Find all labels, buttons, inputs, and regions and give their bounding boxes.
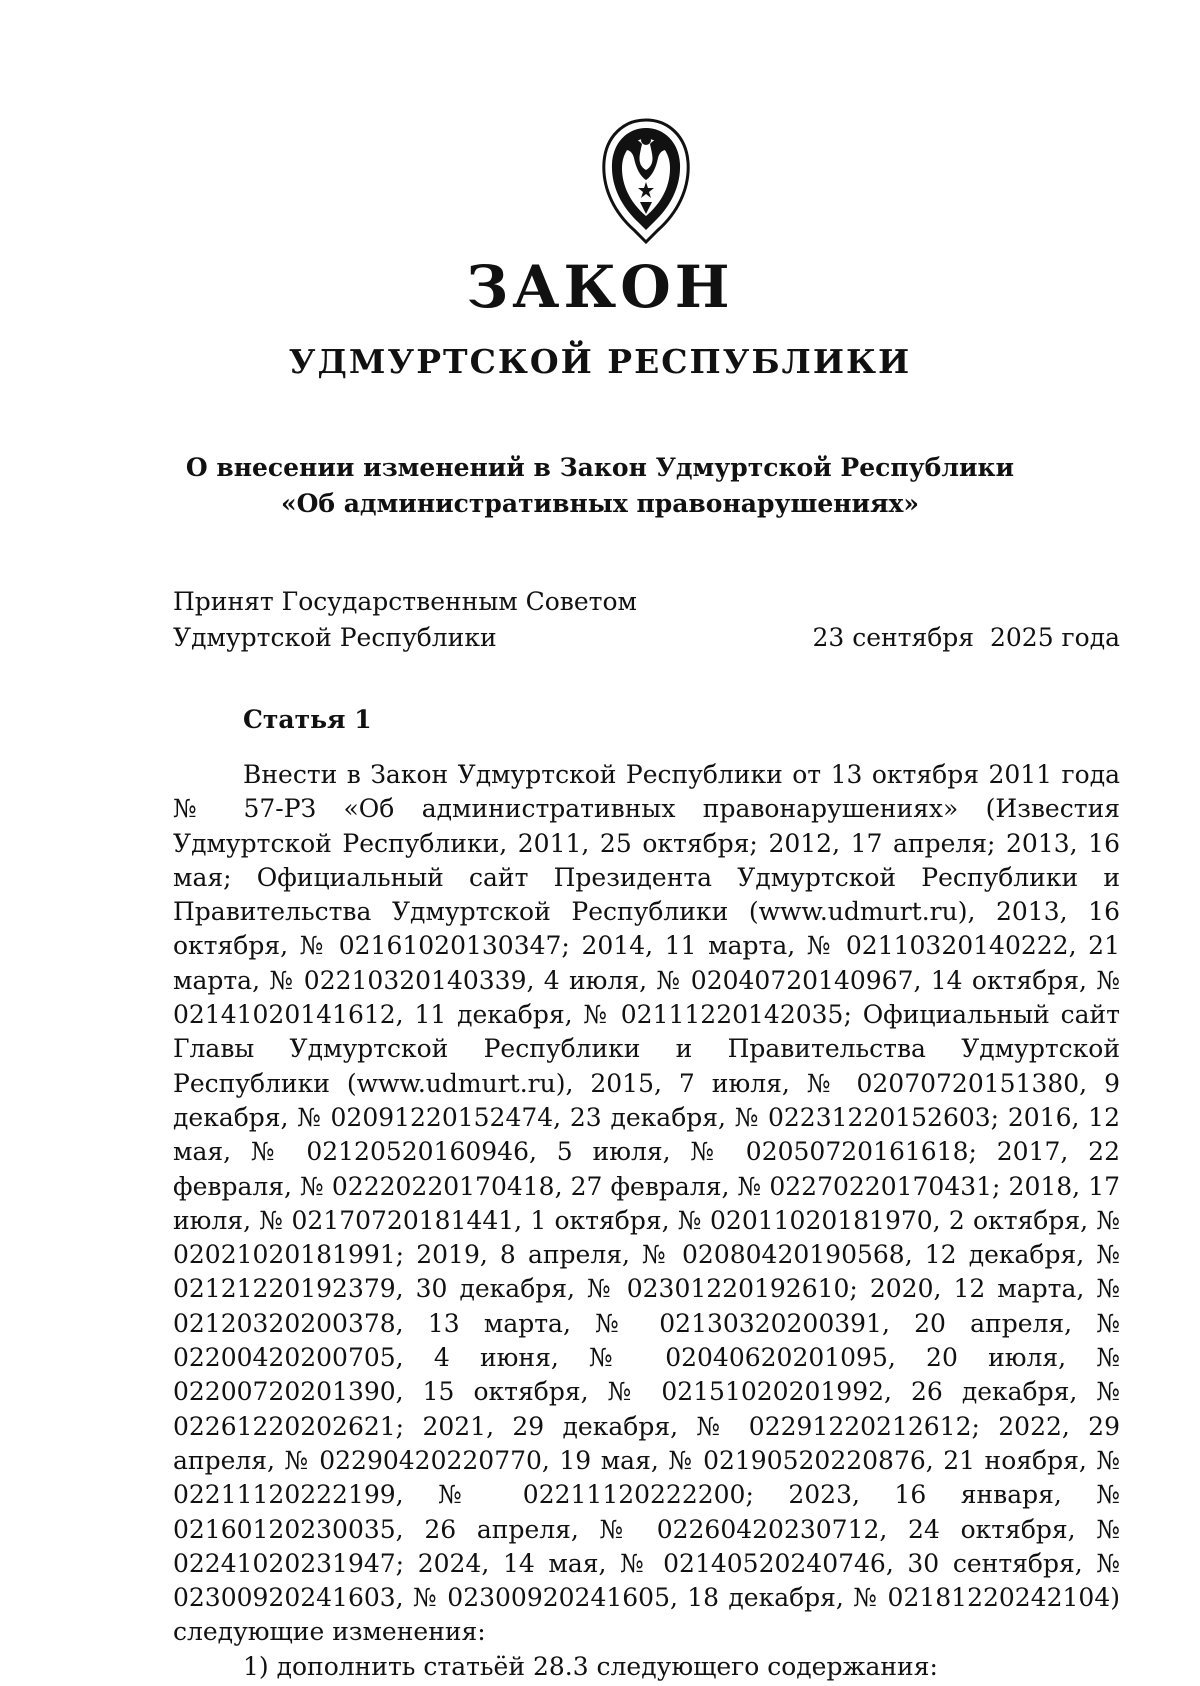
udmurtia-emblem-icon: [596, 118, 696, 244]
adopted-by-line-1: Принят Государственным Советом: [173, 587, 637, 616]
law-name-line-1: О внесении изменений в Закон Удмуртской Республики: [185, 453, 1015, 482]
document-subtitle: УДМУРТСКОЙ РЕСПУБЛИКИ: [288, 342, 912, 381]
adopted-date: 23 сентября 2025 года: [812, 623, 1120, 652]
adopted-by: [173, 584, 637, 656]
article-item-1: 1) дополнить статьёй 28.3 следующего содержания:: [243, 1651, 938, 1681]
law-name-line-2: «Об административных правонарушениях»: [280, 489, 920, 518]
law-name: [0, 450, 1200, 522]
document-title: ЗАКОН: [466, 253, 734, 321]
adopted-by-line-2: Удмуртской Республики: [173, 623, 497, 652]
article-title: Статья 1: [243, 705, 372, 734]
article-paragraph: Внести в Закон Удмуртской Республики от 13 октября 2011 года № 57-РЗ «Об административных правонарушениях» (Известия Удмуртской Республики, 2011, 25 октября; 2012, 17 апреля; 2013, 16 мая; Официальный сайт Президента Удмуртской Республики и Правительства Удмуртской Республики (www.udmurt.ru), 2013, 16 октября, № 02161020130347; 2014, 11 марта, № 02110320140222, 21 марта, № 02210320140339, 4 июля, № 02040720140967, 14 октября, № 02141020141612, 11 декабря, № 02111220142035; Официальный сайт Главы Удмуртской Республики и Правительства Удмуртской Республики (www.udmurt.ru), 2015, 7 июля, № 02070720151380, 9 декабря, № 02091220152474, 23 декабря, № 02231220152603; 2016, 12 мая, № 02120520160946, 5 июля, № 02050720161618; 2017, 22 февраля, № 02220220170418, 27 февраля, № 02270220170431; 2018, 17 июля, № 02170720181441, 1 октября, № 02011020181970, 2 октября, № 02021020181991; 2019, 8 апреля, № 02080420190568, 12 декабря, № 02121220192379, 30 декабря, № 02301220192610; 2020, 12 марта, № 02120320200378, 13 марта, № 02130320200391, 20 апреля, № 02200420200705, 4 июня, № 02040620201095, 20 июля, № 02200720201390, 15 октября, № 02151020201992, 26 декабря, № 02261220202621; 2021, 29 декабря, № 02291220212612; 2022, 29 апреля, № 02290420220770, 19 мая, № 02190520220876, 21 ноября, № 02211120222199, № 02211120222200; 2023, 16 января, № 02160120230035, 26 апреля, № 02260420230712, 24 октября, № 02241020231947; 2024, 14 мая, № 02140520240746, 30 сентября, № 02300920241603, № 02300920241605, 18 декабря, № 02181220242104) следующие изменения:: [173, 760, 1120, 1647]
article-body: [173, 758, 1120, 1684]
